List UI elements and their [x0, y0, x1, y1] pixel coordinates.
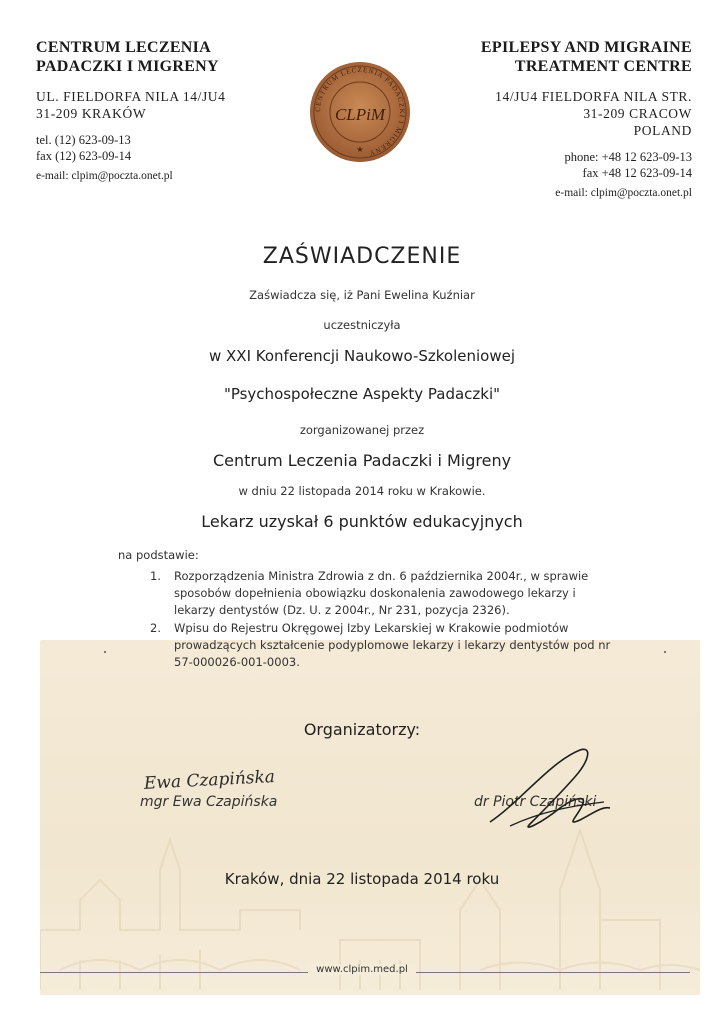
header-left	[36, 38, 296, 182]
org-name-polish-line1: CENTRUM LECZENIA	[36, 39, 212, 56]
seal-monogram: CLPiM	[334, 105, 386, 124]
signature-left-handwriting: Ewa Czapińska	[143, 766, 276, 794]
seal-ring-text: CENTRUM LECZENIA PADACZKI I MIGRENY	[313, 65, 407, 158]
email-english: e-mail: clpim@poczta.onet.pl	[555, 187, 692, 199]
certificate-line-recipient: Zaświadcza się, iż Pani Ewelina Kuźniar	[249, 288, 475, 302]
list-item	[150, 620, 620, 671]
organizers-heading: Organizatorzy:	[303, 720, 421, 739]
signatory-left-name: mgr Ewa Czapińska	[140, 794, 278, 810]
place-and-date: Kraków, dnia 22 listopada 2014 roku	[224, 870, 500, 888]
scan-speck	[664, 651, 666, 653]
header-right	[392, 38, 692, 199]
basis-list	[150, 568, 620, 672]
address-english-line3: POLAND	[633, 123, 692, 138]
email-polish: e-mail: clpim@poczta.onet.pl	[36, 170, 173, 182]
address-english-line2: 31-209 CRACOW	[583, 106, 692, 121]
scan-speck	[104, 651, 106, 653]
org-name-english-line1: EPILEPSY AND MIGRAINE	[480, 39, 692, 56]
certificate-line-points: Lekarz uzyskał 6 punktów edukacyjnych	[201, 512, 523, 531]
signature-right	[470, 742, 620, 842]
list-item	[150, 568, 620, 619]
footer-website-link[interactable]: www.clpim.med.pl	[308, 964, 416, 975]
svg-text:★: ★	[356, 145, 364, 154]
certificate-title: ZAŚWIADCZENIE	[262, 244, 462, 269]
telephone-english: phone: +48 12 623-09-13	[564, 150, 692, 164]
list-item-text: Wpisu do Rejestru Okręgowej Izby Lekarskiej w Krakowie podmiotów prowadzących kształcenie podyplomowe lekarzy i lekarzy dentystów pod nr 57-000026-001-0003.	[174, 621, 611, 669]
certificate-line-conference-title: "Psychospołeczne Aspekty Padaczki"	[223, 385, 501, 403]
org-name-english-line2: TREATMENT CENTRE	[514, 58, 692, 75]
certificate-line-date-place: w dniu 22 listopada 2014 roku w Krakowie.	[238, 484, 486, 498]
org-name-polish-line2: PADACZKI I MIGRENY	[36, 58, 219, 75]
list-item-number: 2.	[150, 621, 161, 635]
fax-polish: fax (12) 623-09-14	[36, 149, 132, 163]
list-item-text: Rozporządzenia Ministra Zdrowia z dn. 6 października 2004r., w sprawie sposobów dopełnienia obowiązku doskonalenia zawodowego lekarzy i lekarzy dentystów (Dz. U. z 2004r., Nr 231, pozycja 2326).	[174, 569, 589, 617]
certificate-line-organized-by: zorganizowanej przez	[299, 423, 425, 437]
certificate-line-participated: uczestniczyła	[323, 318, 401, 332]
certificate-line-conference: w XXI Konferencji Naukowo-Szkoleniowej	[208, 347, 515, 365]
basis-label: na podstawie:	[118, 548, 199, 562]
list-item-number: 1.	[150, 569, 161, 583]
address-polish-line1: UL. FIELDORFA NILA 14/JU4	[36, 89, 226, 104]
telephone-polish: tel. (12) 623-09-13	[36, 133, 131, 147]
fax-english: fax +48 12 623-09-14	[582, 166, 692, 180]
certificate-line-organizer: Centrum Leczenia Padaczki i Migreny	[212, 451, 512, 470]
address-polish-line2: 31-209 KRAKÓW	[36, 106, 147, 121]
address-english-line1: 14/JU4 FIELDORFA NILA STR.	[495, 89, 692, 104]
signatory-right-name: dr Piotr Czapiński	[474, 794, 597, 810]
